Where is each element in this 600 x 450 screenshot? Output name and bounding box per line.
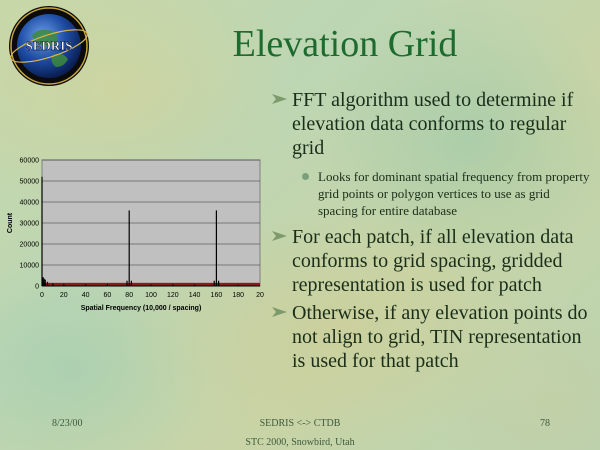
y-tick-label: 30000: [19, 220, 39, 228]
bullet-list: [272, 88, 590, 373]
x-tick-label: 160: [210, 292, 223, 299]
y-tick-label: 10000: [19, 262, 39, 270]
bullet-text: For each patch, if all elevation data conforms to grid spacing, gridded representation is used for patch: [292, 226, 574, 296]
y-tick-label: 60000: [19, 157, 39, 165]
bullet-item: [272, 301, 590, 373]
y-axis-label: Count: [7, 212, 14, 234]
x-tick-label: 80: [125, 292, 134, 299]
sedris-logo: [8, 5, 90, 87]
arrow-bullet-icon: [272, 306, 287, 318]
x-tick-label: 20: [256, 292, 264, 299]
y-tick-label: 0: [35, 283, 39, 291]
bullet-item: [272, 225, 590, 297]
bullet-item: [272, 88, 590, 160]
x-axis-label: Spatial Frequency (10,000 / spacing): [80, 305, 202, 312]
x-tick-label: 140: [188, 292, 201, 299]
y-tick-label: 50000: [19, 178, 39, 186]
x-tick-label: 0: [40, 292, 44, 299]
x-tick-label: 20: [59, 292, 68, 299]
x-tick-label: 120: [166, 292, 179, 299]
footer-subtitle: STC 2000, Snowbird, Utah: [245, 437, 355, 448]
slide-title: Elevation Grid: [232, 23, 458, 65]
y-tick-label: 40000: [19, 199, 39, 207]
footer-date: 8/23/00: [52, 418, 83, 429]
sub-bullet-text: Looks for dominant spatial frequency from property grid points or polygon vertices to use as grid spacing for entire database: [318, 169, 590, 218]
chart-svg: [2, 152, 270, 324]
bullet-text: FFT algorithm used to determine if elevation data conforms to regular grid: [292, 89, 574, 159]
arrow-bullet-icon: [272, 93, 287, 105]
sub-bullet-item: [272, 168, 590, 219]
x-tick-label: 60: [103, 292, 112, 299]
footer-center: SEDRIS <-> CTDB: [259, 418, 341, 429]
dot-bullet-icon: [302, 173, 309, 180]
x-tick-label: 40: [81, 292, 90, 299]
x-tick-label: 100: [145, 292, 157, 299]
fft-histogram-chart: [2, 152, 270, 324]
bullet-text: Otherwise, if any elevation points do not align to grid, TIN representation is used for that patch: [292, 302, 588, 372]
y-tick-label: 20000: [19, 241, 39, 249]
logo-wordmark: SEDRIS: [25, 38, 73, 53]
footer-page-number: 78: [540, 418, 550, 429]
arrow-bullet-icon: [272, 230, 287, 242]
x-tick-label: 180: [232, 292, 245, 299]
